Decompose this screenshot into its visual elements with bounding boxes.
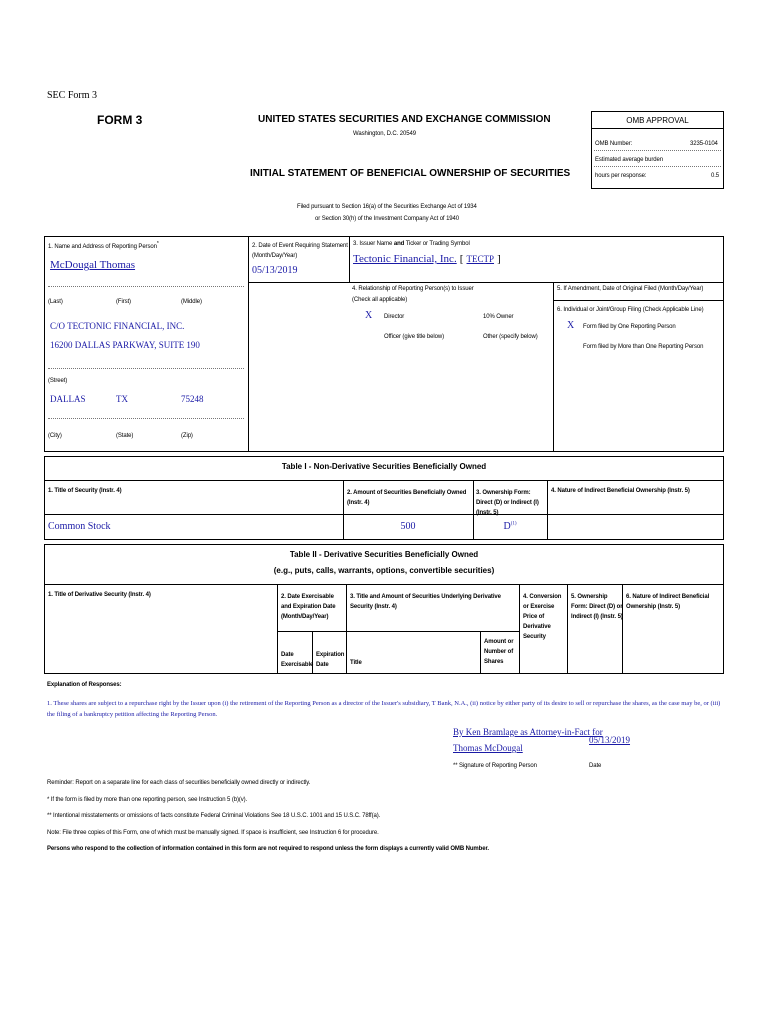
table-1-col-title: 1. Title of Security (Instr. 4): [48, 488, 122, 494]
omb-persons-notice: Persons who respond to the collection of information contained in this form are not required to respond unless the form displays a currently valid OMB Number.: [47, 846, 489, 852]
one-person-checkmark[interactable]: X: [567, 320, 575, 331]
explanation-note-1: 1. These shares are subject to a repurchase right by the Issuer upon (i) the retirement of the Reporting Person as a director of the Issuer's subsidiary, T Bank, N.A., (ii) notice by either party of its desire to sell or repurchase the shares, as the case may be, or (iii) the filing of a bankruptcy petition affecting the Reporting Person.: [47, 700, 721, 718]
table-2-sub-title: Title: [350, 660, 362, 666]
middle-name-label: (Middle): [181, 299, 202, 305]
ten-percent-owner-label: 10% Owner: [483, 314, 514, 320]
street-label: (Street): [48, 378, 68, 384]
table-2-subtitle: (e.g., puts, calls, warrants, options, convertible securities): [273, 566, 495, 575]
city-value: DALLAS: [50, 394, 86, 404]
relationship-check-label: (Check all applicable): [352, 297, 408, 303]
state-label: (State): [116, 433, 134, 439]
event-date-label: 2. Date of Event Requiring Statement (Month/Day/Year): [252, 243, 348, 259]
table-1-col-nature: 4. Nature of Indirect Beneficial Ownership (Instr. 5): [551, 488, 690, 494]
table-row-amount: 500: [400, 521, 416, 532]
address-line-2: 16200 DALLAS PARKWAY, SUITE 190: [50, 340, 200, 350]
table-1-col-amount: 2. Amount of Securities Beneficially Owned (Instr. 4): [347, 490, 467, 506]
issuer-label: 3. Issuer Name and Ticker or Trading Symbol: [353, 241, 470, 247]
officer-label: Officer (give title below): [384, 334, 444, 340]
filed-pursuant-line-1: Filed pursuant to Section 16(a) of the Securities Exchange Act of 1934: [297, 204, 477, 210]
director-checkmark[interactable]: X: [365, 310, 373, 321]
issuer-name-link[interactable]: Tectonic Financial, Inc.: [353, 253, 457, 265]
address-line-1: C/O TECTONIC FINANCIAL, INC.: [50, 321, 185, 331]
omb-number-value: 3235-0104: [690, 141, 718, 147]
table-row-security-title: Common Stock: [48, 521, 111, 532]
table-2-col-underlying: 3. Title and Amount of Securities Underlying Derivative Security (Instr. 4): [350, 594, 501, 610]
explanation-label: Explanation of Responses:: [47, 682, 122, 688]
zip-value: 75248: [181, 394, 204, 404]
omb-hours-label: hours per response:: [595, 173, 647, 179]
last-name-label: (Last): [48, 299, 63, 305]
zip-label: (Zip): [181, 433, 193, 439]
event-date-value: 05/13/2019: [252, 265, 298, 276]
state-value: TX: [116, 394, 128, 404]
table-row-ownership-form: $D^{(1)}$: [503, 521, 517, 532]
omb-number-label: OMB Number:: [595, 141, 633, 147]
signature-line-2-link[interactable]: Thomas McDougal: [453, 743, 523, 753]
table-2-col-ownership-form: 5. Ownership Form: Direct (D) or Indirect (I) (Instr. 5): [571, 594, 623, 620]
filed-pursuant-line-2: or Section 30(h) of the Investment Company Act of 1940: [315, 216, 460, 222]
table-1-title: Table I - Non-Derivative Securities Beneficially Owned: [281, 462, 487, 471]
note-double-star: ** Intentional misstatements or omissions of facts constitute Federal Criminal Violations See 18 U.S.C. 1001 and 15 U.S.C. 78ff(a).: [47, 813, 381, 819]
omb-hours-value: 0.5: [711, 173, 720, 179]
table-2-col-dates: 2. Date Exercisable and Expiration Date (Month/Day/Year): [281, 594, 336, 620]
form-label: FORM 3: [97, 113, 143, 127]
more-person-label: Form filed by More than One Reporting Person: [583, 344, 704, 350]
omb-title: OMB APPROVAL: [626, 116, 689, 125]
table-2-sub-expiration: Expiration Date: [316, 652, 345, 668]
note-single-star: * If the form is filed by more than one reporting person, see Instruction 5 (b)(v).: [47, 797, 248, 803]
table-2-col-conversion: 4. Conversion or Exercise Price of Derivative Security: [523, 594, 562, 640]
one-person-label: Form filed by One Reporting Person: [583, 324, 676, 330]
issuer-ticker: TECTP: [466, 254, 495, 264]
table-2-title: Table II - Derivative Securities Beneficially Owned: [289, 550, 479, 559]
filing-type-label: 6. Individual or Joint/Group Filing (Check Applicable Line): [557, 307, 704, 313]
reporting-person-label: 1. Name and Address of Reporting Person*: [48, 241, 159, 250]
commission-location: Washington, D.C. 20549: [353, 131, 416, 137]
commission-title: UNITED STATES SECURITIES AND EXCHANGE COMMISSION: [258, 114, 551, 125]
table-2-sub-date-exercisable: Date Exercisable: [281, 652, 314, 668]
issuer-name-row: Tectonic Financial, Inc. [ TECTP ]: [353, 253, 501, 265]
reporting-person-name-link[interactable]: McDougal Thomas: [50, 259, 136, 271]
amendment-label: 5. If Amendment, Date of Original Filed (Month/Day/Year): [557, 286, 704, 292]
sec-form-label: SEC Form 3: [47, 90, 98, 101]
note-three-copies: Note: File three copies of this Form, one of which must be manually signed. If space is insufficient, see Instruction 6 for procedure.: [47, 830, 379, 836]
other-label: Other (specify below): [483, 334, 538, 340]
omb-burden-label: Estimated average burden: [595, 157, 663, 163]
reminder-text: Reminder: Report on a separate line for each class of securities beneficially owned directly or indirectly.: [47, 780, 311, 786]
table-2-col-nature: 6. Nature of Indirect Beneficial Ownership (Instr. 5): [626, 594, 710, 610]
signature-line-1-link[interactable]: By Ken Bramlage as Attorney-in-Fact for: [453, 727, 603, 737]
signature-label: ** Signature of Reporting Person: [453, 763, 537, 769]
table-2-col-title: 1. Title of Derivative Security (Instr. 4): [48, 592, 151, 598]
signature-date-link[interactable]: 05/13/2019: [589, 735, 631, 745]
first-name-label: (First): [116, 299, 131, 305]
director-label: Director: [384, 314, 405, 320]
table-1-col-form: 3. Ownership Form: Direct (D) or Indirect (I) (Instr. 5): [476, 490, 539, 516]
signature-date-label: Date: [589, 763, 602, 769]
statement-title: INITIAL STATEMENT OF BENEFICIAL OWNERSHIP OF SECURITIES: [250, 168, 571, 179]
city-label: (City): [48, 433, 62, 439]
relationship-label: 4. Relationship of Reporting Person(s) to Issuer: [352, 286, 474, 292]
table-2-sub-amount: Amount or Number of Shares: [484, 639, 514, 665]
